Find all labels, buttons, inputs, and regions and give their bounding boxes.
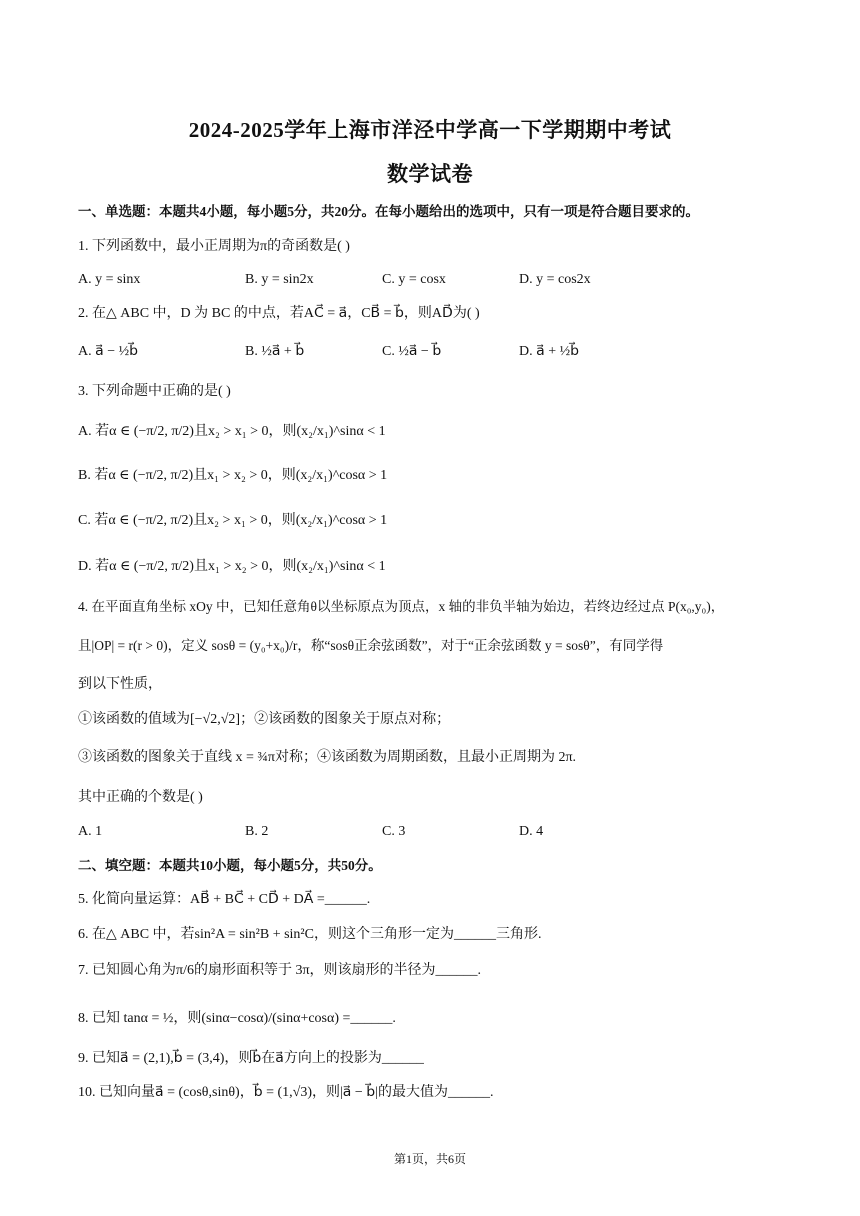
question-4-line-1: 4. 在平面直角坐标 xOy 中，已知任意角θ以坐标原点为顶点，x 轴的非负半轴为始边，若终边经过点 P(x₀,y₀)，: [78, 599, 725, 614]
question-1-option-d: D. y = cos2x: [519, 272, 591, 287]
question-1-option-a: A. y = sinx: [78, 272, 141, 287]
question-2-stem: 2. 在△ ABC 中，D 为 BC 的中点，若AC⃗ = a⃗，CB⃗ = b⃗，则AD⃗为( ): [78, 306, 480, 321]
question-6: 6. 在△ ABC 中，若sin²A = sin²B + sin²C，则这个三角形一定为______三角形.: [78, 927, 542, 942]
question-3-stem: 3. 下列命题中正确的是( ): [78, 384, 231, 399]
question-4-prop-4: 该函数为周期函数，且最小正周期为 2π.: [330, 750, 577, 765]
question-4-prop-2: 该函数的图象关于原点对称；: [268, 712, 451, 727]
exam-subtitle: 数学试卷: [387, 162, 473, 186]
exam-title: 2024-2025学年上海市洋泾中学高一下学期期中考试: [188, 118, 672, 142]
question-4-ask: 其中正确的个数是( ): [78, 790, 203, 805]
question-3-option-c: C. 若α ∈ (−π/2, π/2)且x₂ > x₁ > 0，则(x₂/x₁)^cosα > 1: [78, 513, 388, 528]
question-4-option-d: D. 4: [519, 824, 544, 839]
question-3-option-b: B. 若α ∈ (−π/2, π/2)且x₁ > x₂ > 0，则(x₂/x₁)^cosα > 1: [78, 468, 388, 483]
section-1-heading: 一、单选题：本题共4小题，每小题5分，共20分。在每小题给出的选项中，只有一项是符合题目要求的。: [78, 204, 699, 219]
question-3-option-d: D. 若α ∈ (−π/2, π/2)且x₁ > x₂ > 0，则(x₂/x₁)^sinα < 1: [78, 559, 386, 574]
circled-number-4: ④: [316, 750, 331, 765]
question-2-option-d: D. a⃗ + ½b⃗: [519, 344, 579, 359]
question-1-stem: 1. 下列函数中，最小正周期为π的奇函数是( ): [78, 239, 350, 254]
circled-number-1: ①: [78, 712, 92, 727]
question-7: 7. 已知圆心角为π/6的扇形面积等于 3π，则该扇形的半径为______.: [78, 963, 482, 978]
question-2-option-c: C. ½a⃗ − b⃗: [382, 344, 442, 359]
question-1-option-c: C. y = cosx: [382, 272, 446, 287]
question-9: 9. 已知a⃗ = (2,1),b⃗ = (3,4)，则b⃗在a⃗方向上的投影为______: [78, 1051, 424, 1066]
question-2-option-b: B. ½a⃗ + b⃗: [245, 344, 305, 359]
question-4-line-2: 且|OP| = r(r > 0)，定义 sosθ = (y₀+x₀)/r，称“sosθ正余弦函数”，对于“正余弦函数 y = sosθ”，有同学得: [78, 638, 664, 653]
circled-number-2: ②: [254, 712, 269, 727]
question-3-option-a: A. 若α ∈ (−π/2, π/2)且x₂ > x₁ > 0，则(x₂/x₁)^sinα < 1: [78, 424, 386, 439]
question-8: 8. 已知 tanα = ½，则(sinα−cosα)/(sinα+cosα) =______.: [78, 1011, 396, 1026]
question-4-option-c: C. 3: [382, 824, 406, 839]
question-4-props-row-2: [78, 748, 576, 768]
question-10: 10. 已知向量a⃗ = (cosθ,sinθ)，b⃗ = (1,√3)，则|a⃗ − b⃗|的最大值为______.: [78, 1085, 494, 1100]
section-2-heading: 二、填空题：本题共10小题，每小题5分，共50分。: [78, 858, 382, 873]
question-1-option-b: B. y = sin2x: [245, 272, 314, 287]
question-5: 5. 化简向量运算：AB⃗ + BC⃗ + CD⃗ + DA⃗ =______.: [78, 892, 371, 907]
question-2-option-a: A. a⃗ − ½b⃗: [78, 344, 138, 359]
question-4-prop-1: 该函数的值域为[−√2,√2]；: [92, 712, 255, 727]
page-footer: 第1页，共6页: [393, 1152, 466, 1166]
question-4-option-b: B. 2: [245, 824, 269, 839]
circled-number-3: ③: [78, 750, 92, 765]
question-4-prop-3: 该函数的图象关于直线 x = ¾π对称；: [92, 750, 317, 765]
question-4-option-a: A. 1: [78, 824, 103, 839]
question-4-props-row-1: [78, 710, 450, 730]
question-4-line-3: 到以下性质，: [78, 677, 162, 692]
